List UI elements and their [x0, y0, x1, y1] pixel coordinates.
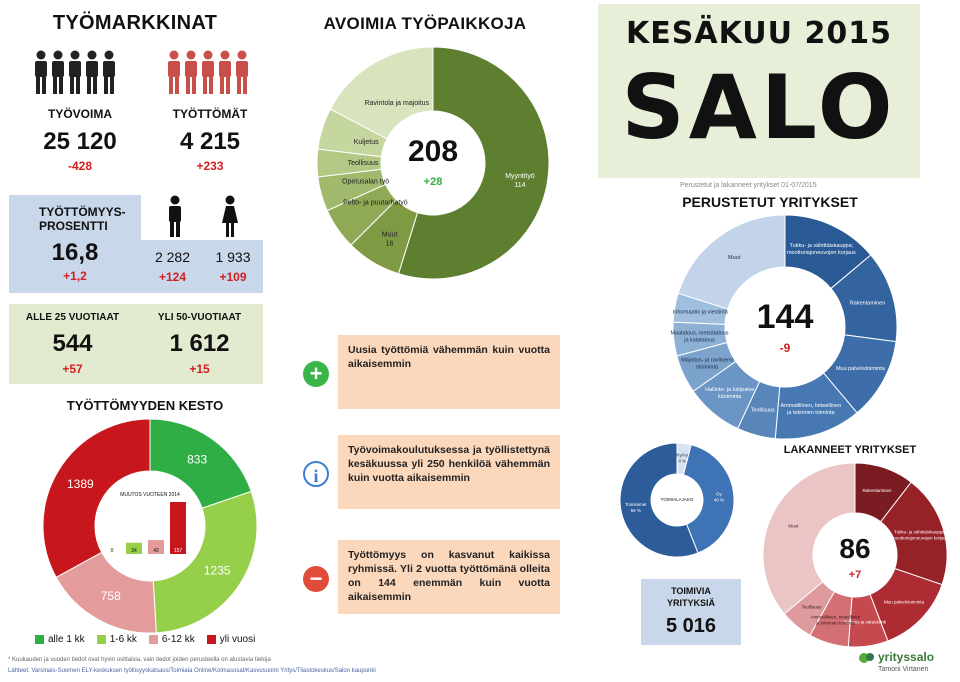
founded-chart	[670, 212, 900, 447]
person-icon	[69, 51, 81, 95]
closed-title: LAKANNEET YRITYKSET	[783, 444, 917, 456]
minus-icon: −	[303, 566, 329, 592]
slice-label: Tukku- ja vähittäiskauppa;	[894, 529, 947, 535]
closed-chart	[760, 460, 950, 655]
labour-title: TYÖMARKKINAT	[52, 12, 218, 34]
info-icon: i	[303, 461, 329, 487]
logo-icon	[858, 650, 876, 666]
unemployment-rate-box	[9, 195, 141, 293]
under25-change: +57	[62, 362, 83, 376]
slice-label: ja tekninen toiminta	[787, 409, 835, 416]
note-text: Uusia työttömiä vähemmän kuin vuotta aikaisemmin	[338, 335, 560, 409]
legend-item	[149, 634, 195, 645]
legend-swatch	[207, 635, 216, 644]
slice-label: Hallinto- ja tukipalve	[705, 386, 755, 393]
slice-label: Pelto- ja puutarhatyö	[343, 199, 408, 207]
slice-label: Ky/Ay	[676, 452, 689, 458]
rate-label-2: PROSENTTI	[39, 219, 108, 233]
legend-label: 1-6 kk	[109, 634, 137, 645]
slice-label: 40 %	[713, 497, 725, 503]
unemployed-change: +233	[196, 159, 224, 173]
slice-label: 16	[385, 240, 394, 248]
inner-bar-label: 157	[173, 548, 183, 554]
inner-bar-label: 0	[110, 548, 114, 554]
slice-label: Teollisuus	[750, 407, 775, 414]
legend-swatch	[97, 635, 106, 644]
slice-label: Informaatio ja viestintä	[672, 309, 728, 316]
slice-label: ja kalatalous	[684, 337, 715, 344]
person-icon	[52, 51, 64, 95]
footer-note: * Kuukauden ja vuoden tiedot ovat hyvin osittaisia, vain tiedot joiden perusteella on alustavia tietoja	[8, 657, 271, 663]
slice-label: Opetusalan työ	[342, 178, 390, 186]
slice-label: Muut	[788, 523, 799, 529]
slice-label: Myyntityö	[505, 173, 535, 181]
inner-bar-label: 42	[153, 548, 159, 554]
person-icon	[103, 51, 115, 95]
inner-bar-label: 34	[131, 548, 137, 554]
city-title: SALO	[621, 56, 897, 159]
workforce-value: 25 120	[43, 128, 117, 155]
men-change: +124	[158, 270, 187, 284]
duration-chart-title: TYÖTTÖMYYDEN KESTO	[66, 398, 224, 413]
note-item	[300, 435, 580, 513]
slice-label: Rakentaminen	[862, 487, 892, 493]
note-item	[300, 335, 580, 413]
month-title: KESÄKUU 2015	[626, 16, 892, 51]
forms-inner-title: TOIMIALAJAKO	[660, 497, 694, 502]
vacancies-title: AVOIMIA TYÖPAIKKOJA	[323, 14, 527, 33]
donut-slice	[153, 491, 257, 632]
workforce-change: -428	[67, 159, 93, 173]
slice-label: Teollisuus	[801, 604, 822, 610]
slice-label: 114	[514, 182, 526, 190]
active-label-1: TOIMIVIA	[671, 586, 711, 596]
legend-item	[35, 634, 85, 645]
vacancies-chart	[313, 43, 553, 288]
inner-bars-title: MUUTOS VUOTEEN 2014	[120, 492, 180, 498]
women-change: +109	[219, 270, 247, 284]
vacancies-change: +28	[423, 176, 443, 188]
logo-text: yrityssalo	[878, 650, 935, 664]
company-forms-chart	[617, 440, 737, 565]
slice-label: stoiminta	[696, 364, 719, 371]
legend-label: yli vuosi	[219, 634, 256, 645]
unemployed-value: 4 215	[179, 128, 241, 155]
rate-value: 16,8	[51, 239, 99, 266]
header-box	[598, 4, 920, 178]
woman-icon	[220, 195, 240, 242]
founded-total: 144	[756, 298, 814, 336]
active-companies-box	[641, 579, 741, 645]
under25-value: 544	[52, 330, 93, 357]
legend-swatch	[149, 635, 158, 644]
slice-label: Muu palvelutoiminta	[835, 365, 885, 372]
slice-label: Rakentaminen	[849, 300, 886, 307]
slice-label: 56 %	[630, 508, 641, 514]
person-icon	[35, 51, 47, 95]
man-icon	[166, 195, 184, 242]
over50-value: 1 612	[169, 330, 230, 357]
founded-title: PERUSTETUT YRITYKSET	[682, 194, 858, 210]
vacancies-total: 208	[407, 135, 459, 168]
closed-change: +7	[848, 569, 862, 581]
workforce-people-icon	[33, 50, 123, 96]
slice-label: Ammatillinen, tieteellinen	[810, 614, 861, 620]
inner-bar	[170, 502, 186, 554]
under25-label: ALLE 25 VUOTIAAT	[25, 312, 120, 323]
closed-total: 86	[839, 533, 871, 564]
person-icon	[168, 51, 180, 95]
rate-change: +1,2	[63, 269, 87, 283]
slice-label: ja tekninen toiminta	[816, 620, 855, 626]
legend-item	[207, 634, 256, 645]
slice-label: Ammatillinen, tieteellinen	[780, 402, 842, 409]
slice-label: lutoiminta	[717, 393, 742, 400]
legend-swatch	[35, 635, 44, 644]
slice-label: Maatalous, metsätalous	[670, 330, 729, 337]
slice-label: Toiminimet	[624, 502, 647, 508]
slice-label: Majoitus- ja ravitsemi	[681, 357, 733, 364]
header-subnote: Perustetut ja lakanneet yritykset 01-07/2015	[680, 182, 817, 189]
over50-label: YLI 50-VUOTIAAT	[157, 312, 242, 323]
slice-label: 1235	[203, 563, 231, 578]
men-value: 2 282	[154, 249, 191, 265]
slice-label: 1389	[66, 476, 94, 491]
slice-label: Kuljetus	[353, 139, 379, 147]
yrityssalo-logo	[858, 650, 876, 671]
rate-label-1: TYÖTTÖMYYS-	[39, 205, 126, 219]
plus-icon: +	[303, 361, 329, 387]
slice-label: 833	[187, 452, 208, 467]
slice-label: Ravintola ja majoitus	[364, 99, 430, 107]
gender-box	[141, 240, 263, 293]
logo-sub: Tamoni Virtanen	[878, 666, 929, 673]
legend-label: alle 1 kk	[48, 634, 85, 645]
slice-label: Oy	[716, 491, 722, 497]
person-icon	[219, 51, 231, 95]
slice-label: moottoriajoneuvojen korjaus	[786, 250, 856, 257]
slice-label: 758	[100, 589, 121, 604]
legend-item	[97, 634, 137, 645]
unemployed-people-icon	[166, 50, 256, 96]
person-icon	[185, 51, 197, 95]
slice-label: Muut	[381, 231, 398, 239]
duration-chart	[40, 416, 260, 641]
slice-label: Tukku- ja vähittäiskauppa;	[789, 243, 854, 250]
founded-change: -9	[779, 341, 791, 355]
footer-sources: Lähteet: Varsinais-Suomen ELY-keskuksen työllisyyskatsaus/Toimiala Online/Kolmasosat/Kasvusuomi Yritys/Tilastokeskus/Salon kaupunki	[8, 668, 376, 674]
slice-label: Teollisuus	[347, 159, 379, 167]
women-value: 1 933	[215, 249, 251, 265]
person-icon	[236, 51, 248, 95]
donut-slice	[678, 215, 785, 309]
person-icon	[86, 51, 98, 95]
note-text: Työttömyys on kasvanut kaikissa ryhmissä. Yli 2 vuotta työttömänä olleita on 144 enemmän kuin vuotta aikaisemmin	[338, 540, 560, 614]
slice-label: 4 %	[678, 458, 687, 464]
duration-legend	[35, 634, 267, 645]
active-value: 5 016	[665, 615, 717, 637]
slice-label: Muut	[728, 255, 741, 262]
person-icon	[202, 51, 214, 95]
active-label-2: YRITYKSIÄ	[666, 598, 715, 608]
age-groups-box	[9, 304, 263, 384]
slice-label: Kuljetus ja varastointi	[843, 619, 887, 625]
over50-change: +15	[189, 362, 210, 376]
slice-label: Muu palvelutoiminta	[883, 599, 924, 605]
note-item	[300, 540, 580, 618]
slice-label: moottoriajoneuvojen korjaus	[891, 535, 949, 541]
note-text: Työvoimakoulutuksessa ja työllistettynä kesäkuussa yli 250 henkilöä vähemmän kuin vuotta aikaisemmin	[338, 435, 560, 509]
legend-label: 6-12 kk	[161, 634, 195, 645]
unemployed-label: TYÖTTÖMÄT	[172, 107, 248, 121]
workforce-label: TYÖVOIMA	[47, 107, 112, 121]
